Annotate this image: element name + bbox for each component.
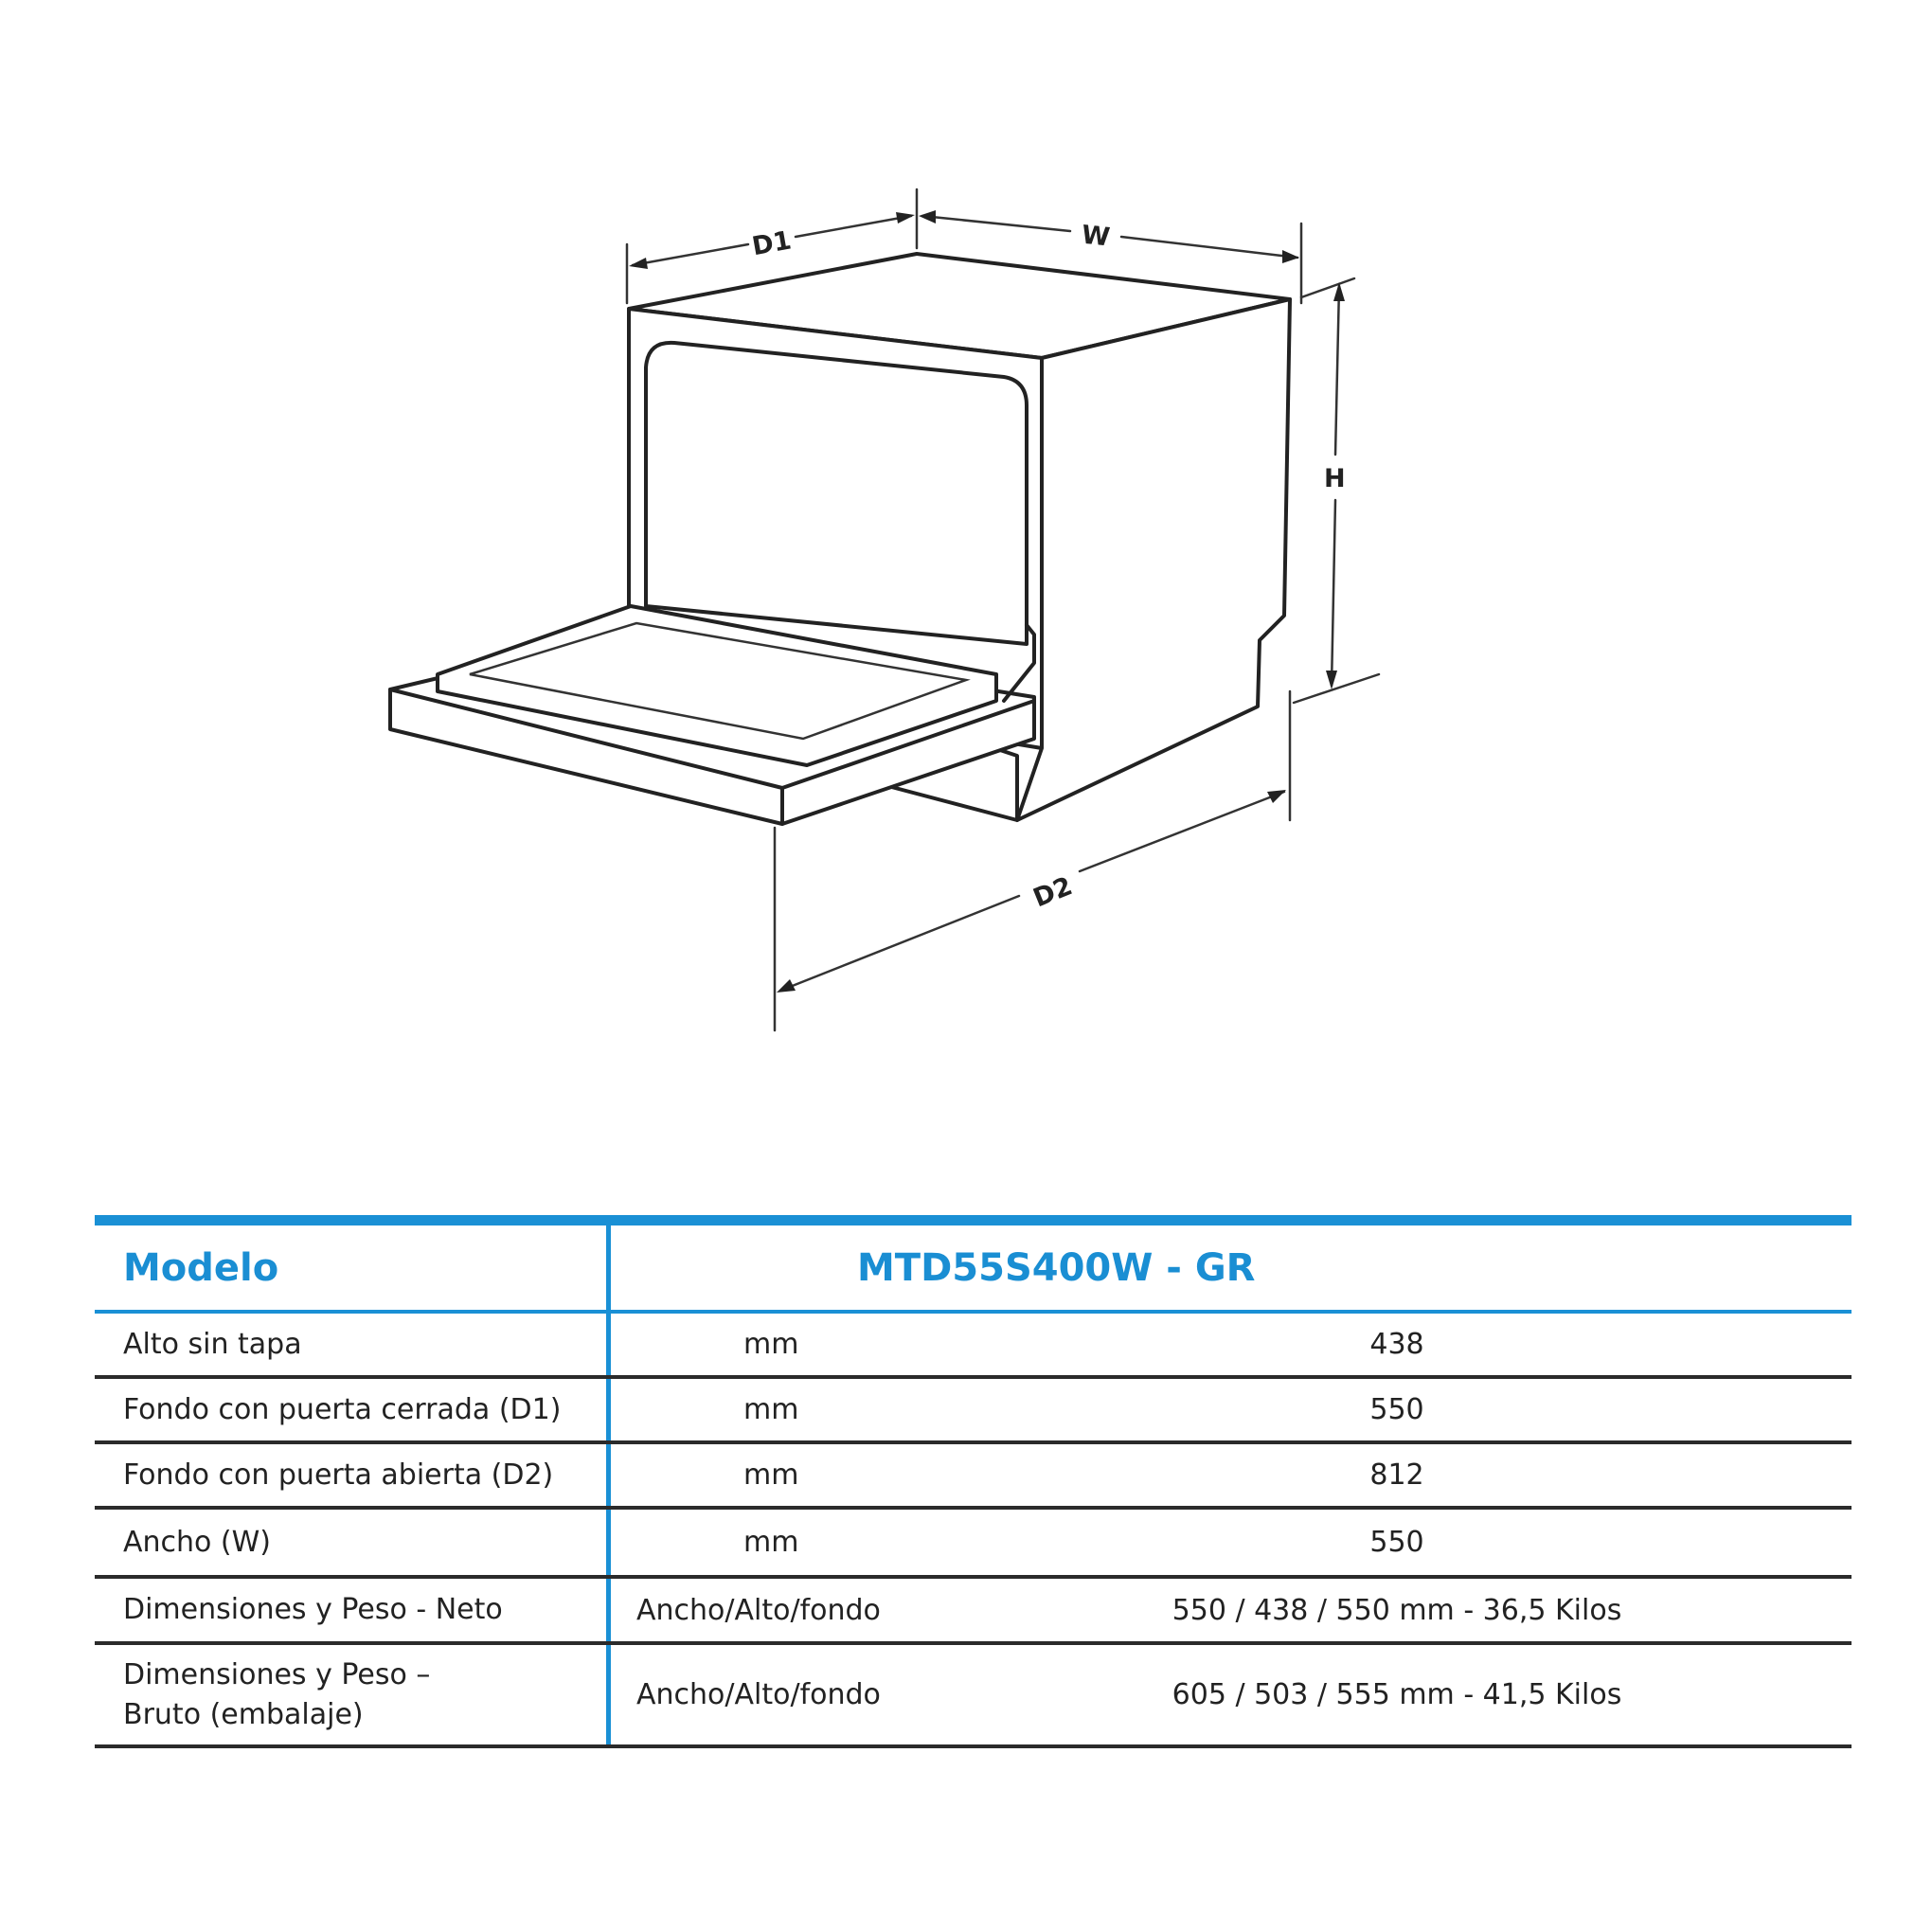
w-line-a — [922, 216, 1070, 231]
d2-label: D2 — [1029, 871, 1077, 914]
d2-line-b — [1080, 792, 1284, 871]
d2-arrow-left — [777, 979, 796, 993]
spec-table — [95, 1215, 1852, 1748]
d1-line-a — [633, 244, 748, 265]
model-value-cell — [611, 1225, 1852, 1310]
w-line-b — [1121, 237, 1297, 258]
row-value: 812 — [1369, 1458, 1424, 1492]
table-row — [95, 1379, 1852, 1444]
table-header-row — [95, 1225, 1852, 1314]
model-value: MTD55S400W - GR — [857, 1245, 1256, 1290]
h-arrow-bottom — [1326, 671, 1337, 689]
table-row — [95, 1444, 1852, 1510]
row-label: Dimensiones y Peso – Bruto (embalaje) — [95, 1645, 611, 1744]
row-label: Alto sin tapa — [95, 1314, 611, 1375]
h-label: H — [1324, 464, 1346, 493]
table-row — [95, 1579, 1852, 1645]
row-label: Ancho (W) — [95, 1510, 611, 1575]
row-unit: mm — [743, 1393, 799, 1426]
d2-arrow-right — [1267, 790, 1286, 803]
d1-arrow-right — [896, 212, 915, 224]
d1-arrow-left — [629, 258, 648, 269]
row-value: 605 / 503 / 555 mm - 41,5 Kilos — [1172, 1678, 1622, 1711]
d1-label: D1 — [749, 225, 794, 262]
model-label: Modelo — [95, 1225, 611, 1310]
row-label: Dimensiones y Peso - Neto — [95, 1579, 611, 1641]
row-unit: Ancho/Alto/fondo — [636, 1593, 881, 1627]
row-value: 550 — [1369, 1526, 1424, 1559]
dishwasher-drawing — [390, 254, 1290, 824]
row-value: 550 — [1369, 1393, 1424, 1426]
row-unit: Ancho/Alto/fondo — [636, 1678, 881, 1711]
h-line-b — [1332, 500, 1335, 686]
row-value: 550 / 438 / 550 mm - 36,5 Kilos — [1172, 1593, 1622, 1627]
row-unit: mm — [743, 1526, 799, 1559]
table-row — [95, 1645, 1852, 1748]
w-arrow-right — [1282, 250, 1299, 263]
h-ext-bottom — [1294, 674, 1379, 703]
d1-line-b — [796, 216, 911, 237]
side-face — [1017, 299, 1290, 820]
row-unit: mm — [743, 1328, 799, 1361]
row-label: Fondo con puerta cerrada (D1) — [95, 1379, 611, 1440]
row-unit: mm — [743, 1458, 799, 1492]
table-row — [95, 1314, 1852, 1379]
table-row — [95, 1510, 1852, 1579]
w-label: W — [1080, 220, 1112, 253]
h-ext-top — [1301, 278, 1354, 297]
d2-line-a — [780, 896, 1019, 991]
w-arrow-left — [919, 210, 936, 224]
h-line-a — [1335, 286, 1339, 455]
row-value: 438 — [1369, 1328, 1424, 1361]
row-label: Fondo con puerta abierta (D2) — [95, 1444, 611, 1506]
